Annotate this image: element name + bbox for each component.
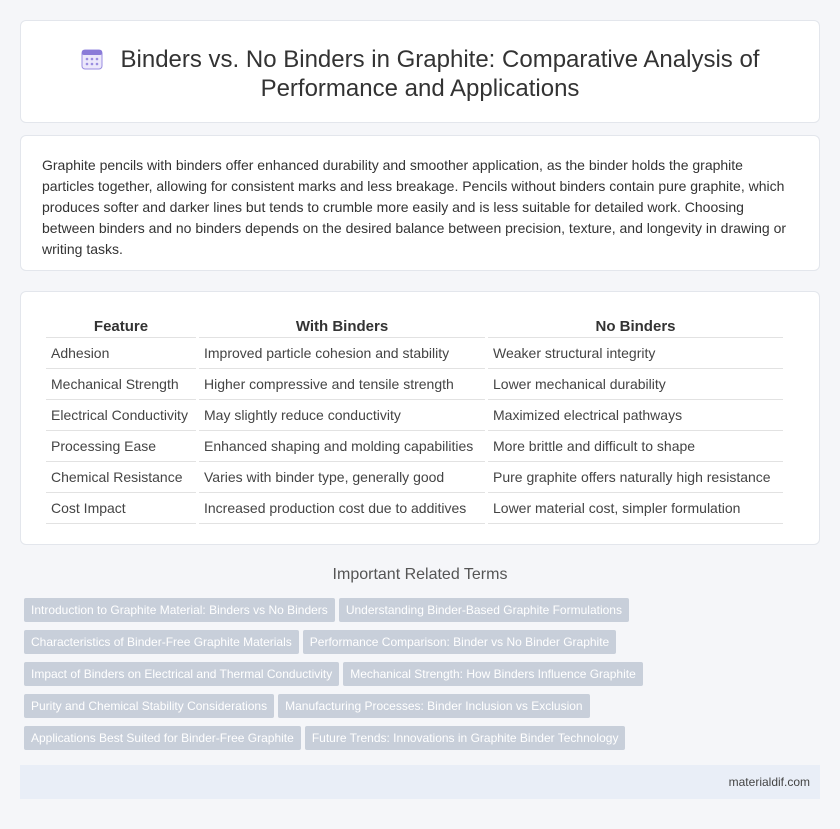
related-term-link[interactable]: Purity and Chemical Stability Considerations (24, 694, 274, 718)
tag-row (24, 662, 724, 694)
related-term-link[interactable]: Manufacturing Processes: Binder Inclusion vs Exclusion (278, 694, 589, 718)
calendar-icon (81, 48, 103, 70)
tag-row (24, 598, 724, 630)
cell-feature: Mechanical Strength (46, 369, 196, 400)
title-line-2: Performance and Applications (260, 75, 580, 102)
cell-no-binders: Weaker structural integrity (488, 338, 783, 369)
related-term-link[interactable]: Performance Comparison: Binder vs No Binder Graphite (303, 630, 616, 654)
related-terms-heading: Important Related Terms (332, 566, 508, 583)
cell-with-binders: May slightly reduce conductivity (199, 400, 485, 431)
comparison-table-card (20, 291, 820, 545)
table-row (46, 431, 783, 462)
footer (20, 765, 820, 799)
intro-paragraph: Graphite pencils with binders offer enhanced durability and smoother application, as the binder holds the graphite particles together, allowing for consistent marks and less breakage. Pencils without binders contain pure graphite, which produces softer and darker lines but tends to crumble more easily and is less suitable for detailed work. Choosing between binders and no binders depends on the desired balance between precision, texture, and longevity in drawing or writing tasks. (42, 157, 787, 257)
tag-row (24, 726, 724, 758)
comparison-table (43, 316, 786, 524)
tag-row (24, 694, 724, 726)
header-no-binders: No Binders (488, 316, 783, 338)
table-header-row (46, 316, 783, 338)
cell-feature: Electrical Conductivity (46, 400, 196, 431)
table-row (46, 400, 783, 431)
footer-site-link[interactable]: materialdif.com (728, 775, 810, 789)
cell-with-binders: Higher compressive and tensile strength (199, 369, 485, 400)
related-term-link[interactable]: Introduction to Graphite Material: Binders vs No Binders (24, 598, 335, 622)
cell-no-binders: Lower material cost, simpler formulation (488, 493, 783, 524)
related-term-link[interactable]: Impact of Binders on Electrical and Thermal Conductivity (24, 662, 339, 686)
cell-feature: Chemical Resistance (46, 462, 196, 493)
cell-feature: Cost Impact (46, 493, 196, 524)
related-terms-list (24, 598, 724, 758)
cell-with-binders: Increased production cost due to additives (199, 493, 485, 524)
cell-feature: Adhesion (46, 338, 196, 369)
table-row (46, 338, 783, 369)
cell-no-binders: Lower mechanical durability (488, 369, 783, 400)
cell-with-binders: Enhanced shaping and molding capabilities (199, 431, 485, 462)
title-line-1: Binders vs. No Binders in Graphite: Comparative Analysis of (120, 46, 760, 73)
header-with-binders: With Binders (199, 316, 485, 338)
table-row (46, 369, 783, 400)
cell-with-binders: Improved particle cohesion and stability (199, 338, 485, 369)
related-term-link[interactable]: Applications Best Suited for Binder-Free Graphite (24, 726, 301, 750)
header-feature: Feature (46, 316, 196, 338)
cell-feature: Processing Ease (46, 431, 196, 462)
related-term-link[interactable]: Future Trends: Innovations in Graphite Binder Technology (305, 726, 626, 750)
header-card (20, 20, 820, 123)
cell-no-binders: More brittle and difficult to shape (488, 431, 783, 462)
related-term-link[interactable]: Characteristics of Binder-Free Graphite Materials (24, 630, 299, 654)
table-row (46, 462, 783, 493)
related-term-link[interactable]: Understanding Binder-Based Graphite Formulations (339, 598, 629, 622)
page-title (21, 45, 819, 103)
cell-with-binders: Varies with binder type, generally good (199, 462, 485, 493)
related-term-link[interactable]: Mechanical Strength: How Binders Influence Graphite (343, 662, 643, 686)
cell-no-binders: Pure graphite offers naturally high resistance (488, 462, 783, 493)
cell-no-binders: Maximized electrical pathways (488, 400, 783, 431)
tag-row (24, 630, 724, 662)
intro-card (20, 135, 820, 271)
table-row (46, 493, 783, 524)
